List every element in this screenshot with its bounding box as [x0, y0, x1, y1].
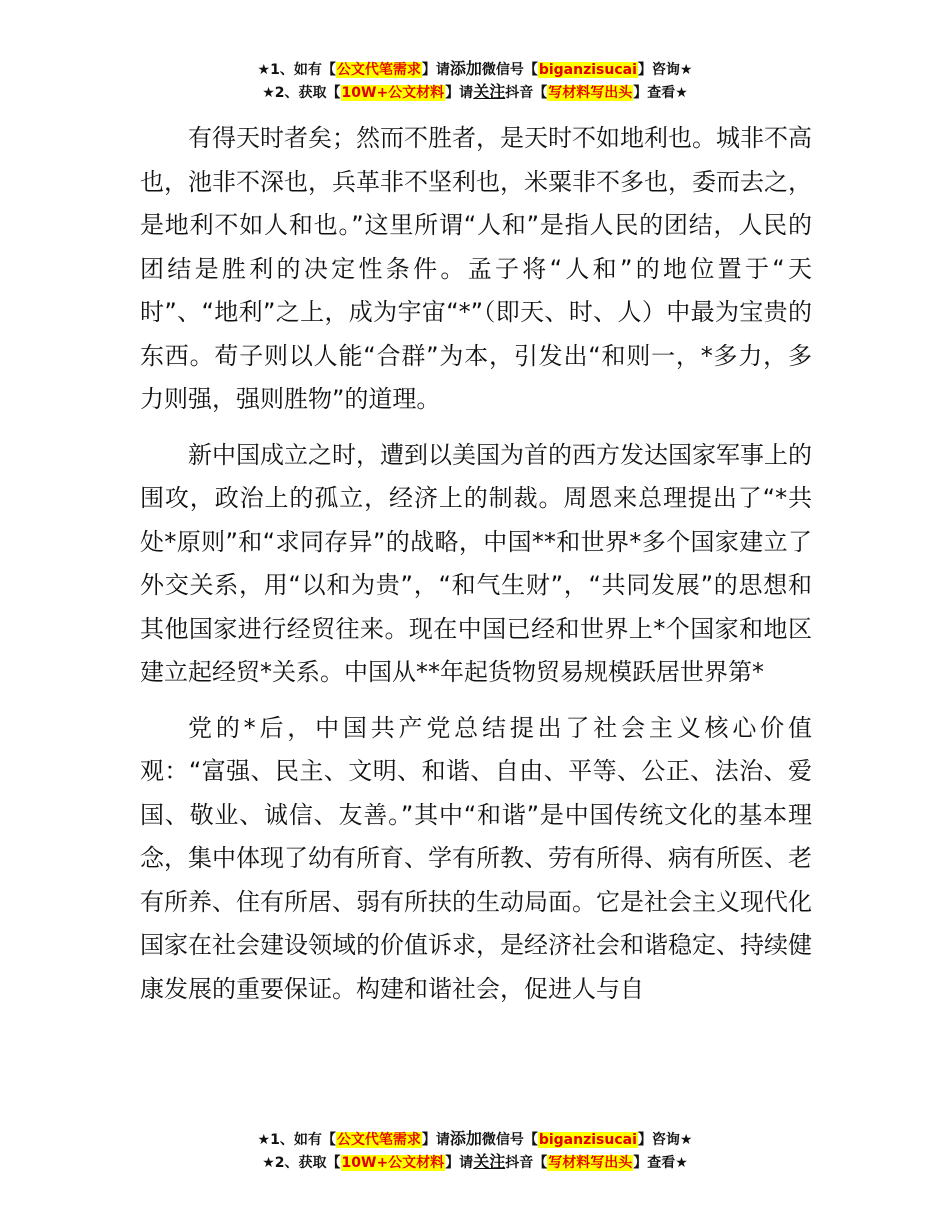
banner-text: 】请: [445, 85, 474, 101]
banner-line-1: [0, 58, 950, 81]
header-banner: [0, 58, 950, 104]
banner-text: ★2、获取【: [262, 1155, 341, 1171]
banner-douyin-id: 写材料写出头: [548, 85, 633, 101]
banner-highlight: 公文代笔需求: [336, 62, 421, 78]
banner-text: 】咨询★: [637, 62, 693, 78]
paragraph: 新中国成立之时，遭到以美国为首的西方发达国家军事上的围攻，政治上的孤立，经济上的制裁。周恩来总理提出了“*共处*原则”和“求同存异”的战略，中国**和世界*多个国家建立了外交关系，用“以和为贵”，“和气生财”，“共同发展”的思想和其他国家进行经贸往来。现在中国已经和世界上*个国家和地区建立起经贸*关系。中国从**年起货物贸易规模跃居世界第*: [140, 440, 812, 686]
banner-emphasis: 关注: [473, 82, 506, 101]
banner-highlight: 公文代笔需求: [336, 1132, 421, 1148]
banner-text: 】咨询★: [637, 1132, 693, 1148]
footer-banner: [0, 1128, 950, 1174]
banner-text: 】查看★: [633, 1155, 688, 1171]
banner-text: 微信号【: [481, 62, 538, 78]
banner-emphasis: 添加: [449, 59, 482, 78]
banner-text: 抖音【: [505, 1155, 548, 1171]
banner-emphasis: 关注: [473, 1152, 506, 1171]
banner-highlight: 10W+公文材料: [341, 85, 445, 101]
banner-text: 】请: [421, 62, 450, 78]
banner-text: 微信号【: [481, 1132, 538, 1148]
banner-text: 】请: [445, 1155, 474, 1171]
banner-text: 】请: [421, 1132, 450, 1148]
document-body: [140, 117, 812, 1011]
banner-text: ★2、获取【: [262, 85, 341, 101]
banner-highlight: 10W+公文材料: [341, 1155, 445, 1171]
banner-text: 】查看★: [633, 85, 688, 101]
banner-text: ★1、如有【: [257, 62, 336, 78]
banner-line-2: [0, 1151, 950, 1174]
banner-text: 抖音【: [505, 85, 548, 101]
banner-text: ★1、如有【: [257, 1132, 336, 1148]
banner-emphasis: 添加: [449, 1129, 482, 1148]
banner-douyin-id: 写材料写出头: [548, 1155, 633, 1171]
banner-line-2: [0, 81, 950, 104]
paragraph: 有得天时者矣；然而不胜者，是天时不如地利也。城非不高也，池非不深也，兵革非不坚利也，米粟非不多也，委而去之，是地利不如人和也。”这里所谓“人和”是指人民的团结，人民的团结是胜利的决定性条件。孟子将“人和”的地位置于“天时”、“地利”之上，成为宇宙“*”（即天、时、人）中最为宝贵的东西。荀子则以人能“合群”为本，引发出“和则一，*多力，多力则强，强则胜物”的道理。: [140, 124, 812, 413]
paragraph: 党的*后，中国共产党总结提出了社会主义核心价值观：“富强、民主、文明、和谐、自由、平等、公正、法治、爱国、敬业、诚信、友善。”其中“和谐”是中国传统文化的基本理念，集中体现了幼有所育、学有所教、劳有所得、病有所医、老有所养、住有所居、弱有所扶的生动局面。它是社会主义现代化国家在社会建设领域的价值诉求，是经济社会和谐稳定、持续健康发展的重要保证。构建和谐社会，促进人与自: [140, 713, 812, 1003]
banner-line-1: [0, 1128, 950, 1151]
banner-wechat-id: biganzisucai: [538, 62, 637, 78]
banner-wechat-id: biganzisucai: [538, 1132, 637, 1148]
